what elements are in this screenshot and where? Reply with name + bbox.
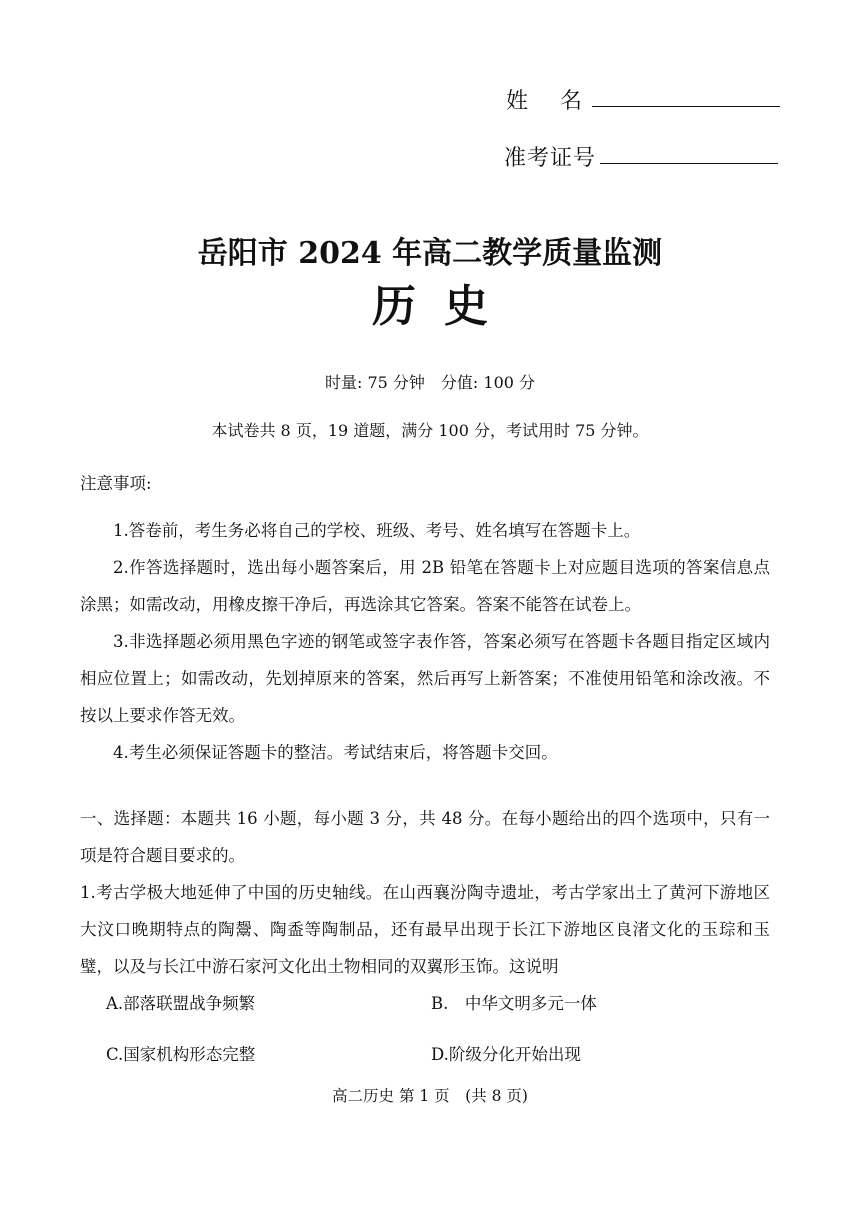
section-intro: 一、选择题：本题共 16 小题，每小题 3 分，共 48 分。在每小题给出的四个选项中，只有一项是符合题目要求的。 [80, 809, 770, 865]
option-a: A.部落联盟战争频繁 [106, 994, 256, 1013]
option-d: D.阶级分化开始出现 [431, 1045, 581, 1064]
exam-title: 岳阳市 2024 年高二教学质量监测 [197, 236, 663, 271]
name-fill-line [592, 106, 780, 107]
note-item-4: 4.考生必须保证答题卡的整洁。考试结束后，将答题卡交回。 [113, 743, 558, 762]
question-1-stem: 1.考古学极大地延伸了中国的历史轴线。在山西襄汾陶寺遗址，考古学家出土了黄河下游地区大汶口晚期特点的陶鬶、陶盉等陶制品，还有最早出现于长江下游地区良渚文化的玉琮和玉璧，以及与长江中游石家河文化出土物相同的双翼形玉饰。这说明 [80, 883, 770, 976]
notes-heading: 注意事项: [80, 474, 152, 493]
option-c: C.国家机构形态完整 [106, 1045, 256, 1064]
option-b: B. 中华文明多元一体 [431, 994, 597, 1013]
note-item-2: 2.作答选择题时，选出每小题答案后，用 2B 铅笔在答题卡上对应题目选项的答案信息点涂黑；如需改动，用橡皮擦干净后，再选涂其它答案。答案不能答在试卷上。 [80, 558, 770, 614]
name-label: 姓 名 [506, 89, 583, 114]
subject-title: 历史 [372, 281, 516, 332]
note-item-1: 1.答卷前，考生务必将自己的学校、班级、考号、姓名填写在答题卡上。 [113, 521, 641, 540]
page-footer: 高二历史 第 1 页 (共 8 页) [332, 1087, 528, 1105]
time-score: 时量: 75 分钟 分值: 100 分 [324, 373, 536, 392]
exam-summary: 本试卷共 8 页，19 道题，满分 100 分，考试用时 75 分钟。 [211, 421, 649, 440]
exam-id-fill-line [600, 163, 778, 164]
note-item-3: 3.非选择题必须用黑色字迹的钢笔或签字表作答，答案必须写在答题卡各题目指定区域内相应位置上；如需改动，先划掉原来的答案，然后再写上新答案；不准使用铅笔和涂改液。不按以上要求作答无效。 [80, 632, 770, 725]
exam-id-label: 准考证号 [504, 146, 597, 171]
